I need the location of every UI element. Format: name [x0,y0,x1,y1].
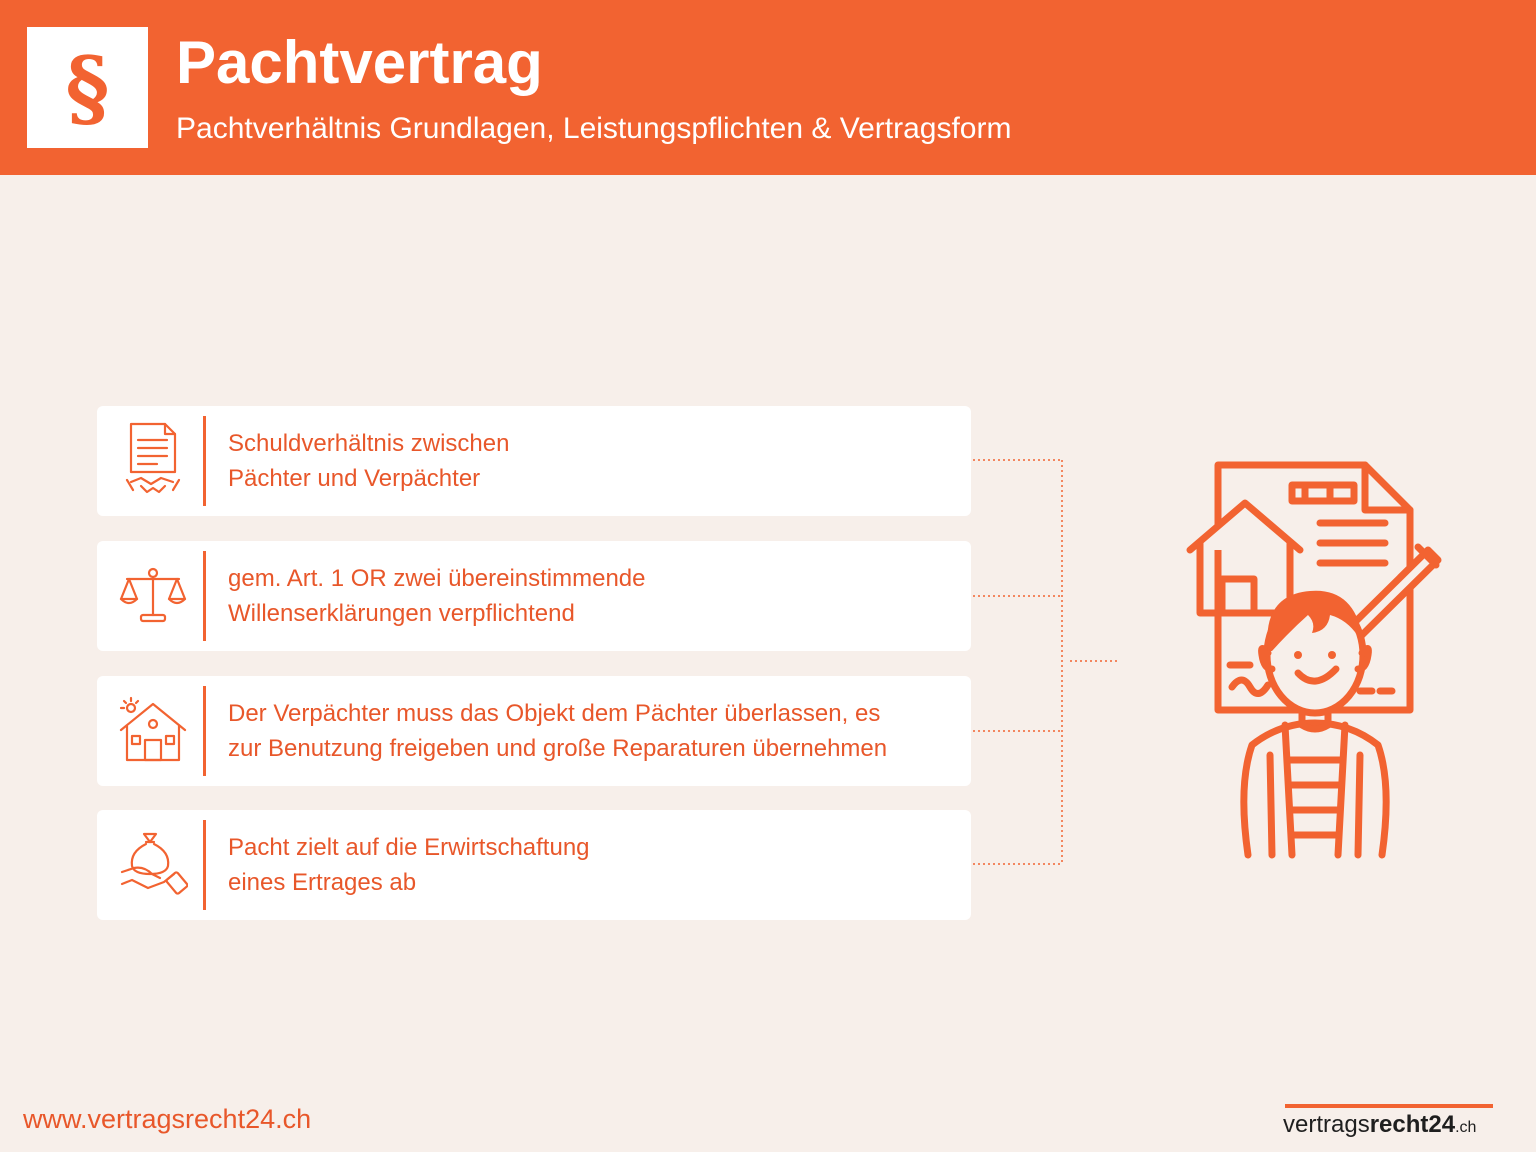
footer-website-link[interactable]: www.vertragsrecht24.ch [23,1104,312,1134]
card-text-line-1: gem. Art. 1 OR zwei übereinstimmende [228,565,646,592]
person-with-house-contract-icon [1180,455,1450,865]
brand-suffix: .ch [1455,1119,1477,1136]
brand-regular: vertrags [1283,1111,1370,1138]
card-text-line-1: Schuldverhältnis zwischen [228,430,510,457]
card-text-line-2: zur Benutzung freigeben und große Reparaturen übernehmen [228,735,888,762]
page-subtitle: Pachtverhältnis Grundlagen, Leistungspflichten & Vertragsform [176,112,1012,145]
paragraph-icon: § [65,37,110,137]
card-text-line-2: Pächter und Verpächter [228,465,481,492]
brand-wordmark [1283,1110,1476,1143]
card-text-line-2: Willenserklärungen verpflichtend [228,600,575,627]
brand-logo [1283,1104,1513,1144]
page-title: Pachtvertrag [176,29,543,96]
card-text-line-1: Pacht zielt auf die Erwirtschaftung [228,834,590,861]
card-text-line-2: eines Ertrages ab [228,869,417,896]
card-text-line-1: Der Verpächter muss das Objekt dem Pächter überlassen, es [228,700,881,727]
brand-accent-bar [1285,1104,1493,1108]
brand-bold: recht24 [1369,1111,1456,1138]
